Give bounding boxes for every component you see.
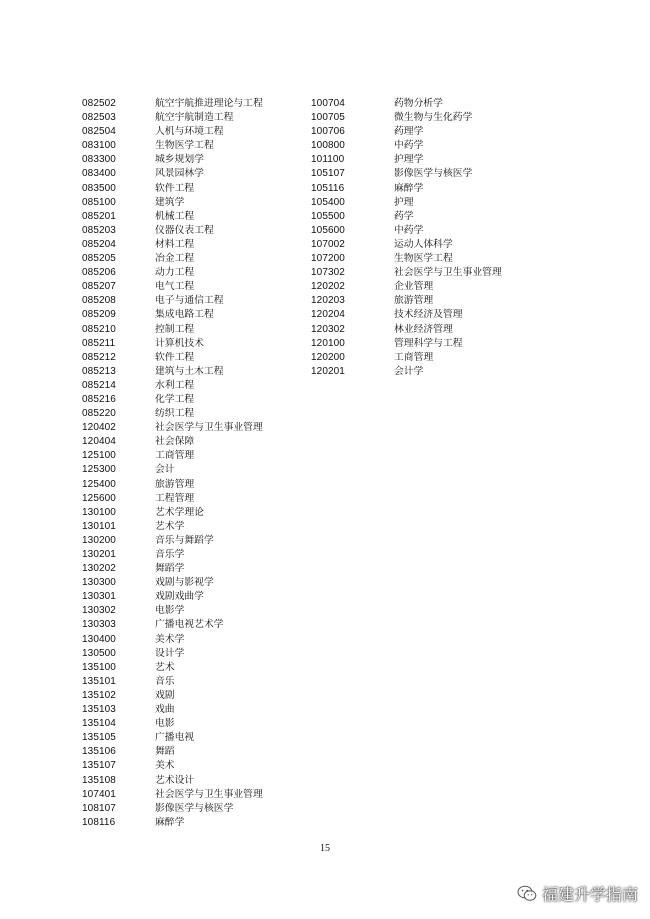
program-code: 130400 bbox=[82, 633, 116, 645]
program-name: 音乐学 bbox=[155, 549, 185, 560]
list-item bbox=[82, 633, 263, 647]
list-item bbox=[82, 294, 263, 308]
program-name: 美术学 bbox=[155, 633, 185, 645]
program-code: 135105 bbox=[82, 732, 116, 744]
list-item bbox=[82, 266, 263, 280]
program-code: 085206 bbox=[82, 267, 116, 279]
list-item bbox=[82, 604, 263, 618]
program-name: 中药学 bbox=[394, 140, 424, 152]
program-code: 120200 bbox=[311, 351, 345, 363]
program-code: 125100 bbox=[82, 450, 116, 462]
program-code: 085210 bbox=[82, 323, 116, 335]
program-code: 130302 bbox=[82, 605, 116, 617]
program-name: 社会医学与卫生事业管理 bbox=[155, 788, 263, 800]
program-code: 135103 bbox=[82, 704, 116, 716]
program-name: 社会保障 bbox=[155, 436, 195, 448]
program-name: 广播电视 bbox=[155, 732, 195, 744]
list-item bbox=[82, 520, 263, 534]
list-item bbox=[82, 210, 263, 224]
list-item bbox=[82, 759, 263, 773]
list-item bbox=[82, 661, 263, 675]
program-name: 戏剧 bbox=[155, 689, 175, 701]
list-item bbox=[82, 125, 263, 139]
list-item bbox=[82, 788, 263, 802]
list-item bbox=[82, 308, 263, 322]
program-code: 135104 bbox=[82, 718, 116, 730]
program-code: 130300 bbox=[82, 577, 116, 589]
list-item bbox=[82, 139, 263, 153]
program-name: 计算机技术 bbox=[155, 337, 204, 349]
program-name: 音乐 bbox=[155, 675, 175, 687]
program-name: 中药学 bbox=[394, 224, 424, 236]
wechat-icon bbox=[517, 885, 537, 902]
list-item bbox=[82, 252, 263, 266]
program-name: 药理学 bbox=[394, 126, 424, 138]
program-code: 085204 bbox=[82, 238, 116, 250]
list-item bbox=[82, 379, 263, 393]
list-item bbox=[311, 351, 502, 365]
program-name: 建筑学 bbox=[155, 196, 185, 208]
program-name: 音乐与舞蹈学 bbox=[155, 534, 214, 546]
list-item bbox=[82, 182, 263, 196]
program-code: 130201 bbox=[82, 549, 116, 560]
program-name: 影像医学与核医学 bbox=[394, 168, 473, 180]
program-name: 麻醉学 bbox=[155, 816, 185, 828]
program-name: 化学工程 bbox=[155, 393, 195, 405]
program-name: 社会医学与卫生事业管理 bbox=[155, 422, 263, 434]
list-item bbox=[311, 238, 502, 252]
program-code: 125400 bbox=[82, 478, 116, 490]
list-item bbox=[82, 323, 263, 337]
program-code: 100706 bbox=[311, 126, 345, 138]
program-code: 125300 bbox=[82, 464, 116, 476]
program-code: 082504 bbox=[82, 126, 116, 138]
program-name: 护理 bbox=[394, 196, 414, 208]
list-item bbox=[82, 196, 263, 210]
program-code: 101100 bbox=[311, 154, 345, 166]
program-name: 戏剧与影视学 bbox=[155, 577, 214, 589]
list-item bbox=[311, 153, 502, 167]
program-code: 105500 bbox=[311, 210, 345, 222]
program-name: 生物医学工程 bbox=[394, 253, 453, 265]
right-column bbox=[311, 97, 502, 379]
program-name: 艺术学理论 bbox=[155, 506, 204, 518]
program-name: 戏曲 bbox=[155, 704, 175, 716]
watermark-text: 福建升学指南 bbox=[541, 885, 638, 904]
program-name: 社会医学与卫生事业管理 bbox=[394, 267, 502, 279]
program-code: 107302 bbox=[311, 267, 345, 279]
program-code: 120302 bbox=[311, 323, 345, 335]
program-code: 120204 bbox=[311, 309, 345, 321]
program-name: 冶金工程 bbox=[155, 253, 195, 265]
program-code: 107200 bbox=[311, 253, 345, 265]
program-code: 120202 bbox=[311, 281, 345, 293]
page-number: 15 bbox=[320, 843, 330, 854]
program-name: 软件工程 bbox=[155, 351, 195, 363]
program-name: 生物医学工程 bbox=[155, 140, 214, 152]
program-code: 085205 bbox=[82, 253, 116, 265]
list-item bbox=[82, 562, 263, 576]
list-item bbox=[311, 196, 502, 210]
list-item bbox=[82, 449, 263, 463]
list-item bbox=[82, 774, 263, 788]
list-item bbox=[82, 590, 263, 604]
program-name: 人机与环境工程 bbox=[155, 126, 224, 138]
list-item bbox=[82, 647, 263, 661]
program-name: 麻醉学 bbox=[394, 182, 424, 194]
left-column bbox=[82, 97, 263, 830]
list-item bbox=[82, 421, 263, 435]
program-code: 083300 bbox=[82, 154, 116, 166]
program-name: 城乡规划学 bbox=[155, 154, 204, 166]
program-name: 仪器仪表工程 bbox=[155, 224, 214, 236]
program-name: 航空宇航推进理论与工程 bbox=[155, 98, 263, 109]
program-name: 工商管理 bbox=[155, 450, 195, 462]
list-item bbox=[311, 266, 502, 280]
program-code: 085203 bbox=[82, 224, 116, 236]
program-code: 107002 bbox=[311, 238, 345, 250]
program-name: 材料工程 bbox=[155, 238, 195, 250]
program-name: 管理科学与工程 bbox=[394, 337, 463, 349]
program-name: 影像医学与核医学 bbox=[155, 802, 234, 814]
list-item bbox=[82, 393, 263, 407]
program-name: 戏剧戏曲学 bbox=[155, 591, 204, 603]
program-code: 083400 bbox=[82, 168, 116, 180]
program-code: 085216 bbox=[82, 393, 116, 405]
list-item bbox=[311, 280, 502, 294]
program-name: 会计 bbox=[155, 464, 175, 476]
program-code: 085212 bbox=[82, 351, 116, 363]
program-code: 130200 bbox=[82, 534, 116, 546]
program-code: 082503 bbox=[82, 112, 116, 124]
list-item bbox=[82, 337, 263, 351]
program-name: 机械工程 bbox=[155, 210, 195, 222]
program-code: 120203 bbox=[311, 295, 345, 307]
list-item bbox=[311, 365, 502, 379]
program-code: 105107 bbox=[311, 168, 345, 180]
list-item bbox=[82, 675, 263, 689]
list-item bbox=[311, 97, 502, 111]
program-name: 艺术学 bbox=[155, 520, 185, 532]
program-code: 108107 bbox=[82, 802, 116, 814]
list-item bbox=[82, 280, 263, 294]
program-code: 105116 bbox=[311, 182, 345, 194]
program-name: 广播电视艺术学 bbox=[155, 619, 224, 631]
program-code: 120100 bbox=[311, 337, 345, 349]
program-code: 130100 bbox=[82, 506, 116, 518]
program-name: 控制工程 bbox=[155, 323, 195, 335]
program-name: 航空宇航制造工程 bbox=[155, 112, 234, 124]
list-item bbox=[82, 463, 263, 477]
program-name: 微生物与生化药学 bbox=[394, 112, 473, 124]
list-item bbox=[82, 111, 263, 125]
program-code: 085100 bbox=[82, 196, 116, 208]
list-item bbox=[82, 97, 263, 111]
program-code: 085220 bbox=[82, 408, 116, 420]
program-name: 技术经济及管理 bbox=[394, 309, 463, 321]
program-code: 135102 bbox=[82, 689, 116, 701]
program-code: 100800 bbox=[311, 140, 345, 152]
list-item bbox=[311, 167, 502, 181]
list-item bbox=[82, 745, 263, 759]
list-item bbox=[311, 224, 502, 238]
program-code: 108116 bbox=[82, 816, 116, 828]
list-item bbox=[82, 618, 263, 632]
list-item bbox=[82, 534, 263, 548]
list-item bbox=[311, 125, 502, 139]
program-name: 电气工程 bbox=[155, 281, 195, 293]
program-code: 105600 bbox=[311, 224, 345, 236]
program-code: 083100 bbox=[82, 140, 116, 152]
program-name: 工商管理 bbox=[394, 351, 434, 363]
program-code: 085213 bbox=[82, 365, 116, 377]
list-item bbox=[311, 210, 502, 224]
list-item bbox=[311, 139, 502, 153]
program-name: 设计学 bbox=[155, 647, 185, 659]
program-code: 105400 bbox=[311, 196, 345, 208]
list-item bbox=[82, 816, 263, 830]
list-item bbox=[82, 506, 263, 520]
program-code: 100705 bbox=[311, 112, 345, 124]
list-item bbox=[311, 323, 502, 337]
program-code: 120404 bbox=[82, 436, 116, 448]
list-item bbox=[82, 153, 263, 167]
list-item bbox=[82, 238, 263, 252]
program-code: 083500 bbox=[82, 182, 116, 194]
program-code: 135108 bbox=[82, 774, 116, 786]
program-code: 130303 bbox=[82, 619, 116, 631]
program-name: 电影学 bbox=[155, 605, 185, 617]
program-name: 电子与通信工程 bbox=[155, 295, 224, 307]
program-name: 建筑与土木工程 bbox=[155, 365, 224, 377]
program-name: 舞蹈学 bbox=[155, 563, 185, 575]
program-code: 120402 bbox=[82, 422, 116, 434]
program-name: 软件工程 bbox=[155, 182, 195, 194]
program-name: 护理学 bbox=[394, 154, 424, 166]
program-name: 水利工程 bbox=[155, 379, 195, 391]
program-code: 135106 bbox=[82, 746, 116, 758]
program-name: 风景园林学 bbox=[155, 168, 204, 180]
program-code: 085208 bbox=[82, 295, 116, 307]
list-item bbox=[82, 731, 263, 745]
list-item bbox=[82, 407, 263, 421]
program-code: 082502 bbox=[82, 98, 116, 109]
list-item bbox=[311, 182, 502, 196]
program-code: 107401 bbox=[82, 788, 116, 800]
list-item bbox=[311, 252, 502, 266]
program-name: 林业经济管理 bbox=[394, 323, 453, 335]
program-code: 130500 bbox=[82, 647, 116, 659]
program-name: 纺织工程 bbox=[155, 408, 195, 420]
program-code: 130301 bbox=[82, 591, 116, 603]
list-item bbox=[82, 435, 263, 449]
program-name: 艺术设计 bbox=[155, 774, 195, 786]
list-item bbox=[82, 548, 263, 562]
program-name: 药学 bbox=[394, 210, 414, 222]
program-name: 企业管理 bbox=[394, 281, 434, 293]
list-item bbox=[311, 111, 502, 125]
program-code: 135101 bbox=[82, 675, 116, 687]
list-item bbox=[82, 703, 263, 717]
list-item bbox=[82, 576, 263, 590]
list-item bbox=[311, 308, 502, 322]
program-name: 旅游管理 bbox=[394, 295, 434, 307]
program-name: 运动人体科学 bbox=[394, 238, 453, 250]
program-name: 美术 bbox=[155, 760, 175, 772]
program-code: 135100 bbox=[82, 661, 116, 673]
program-code: 130202 bbox=[82, 563, 116, 575]
list-item bbox=[82, 365, 263, 379]
list-item bbox=[82, 224, 263, 238]
program-name: 会计学 bbox=[394, 365, 424, 377]
program-name: 旅游管理 bbox=[155, 478, 195, 490]
list-item bbox=[82, 689, 263, 703]
list-item bbox=[311, 294, 502, 308]
program-code: 085211 bbox=[82, 337, 116, 349]
list-item bbox=[82, 717, 263, 731]
list-item bbox=[311, 337, 502, 351]
program-code: 125600 bbox=[82, 492, 116, 504]
list-item bbox=[82, 351, 263, 365]
program-code: 100704 bbox=[311, 98, 345, 109]
program-code: 120201 bbox=[311, 365, 345, 377]
program-name: 艺术 bbox=[155, 661, 175, 673]
program-code: 085209 bbox=[82, 309, 116, 321]
list-item bbox=[82, 478, 263, 492]
program-name: 电影 bbox=[155, 718, 175, 730]
program-name: 舞蹈 bbox=[155, 746, 175, 758]
program-code: 085207 bbox=[82, 281, 116, 293]
watermark bbox=[517, 882, 638, 905]
program-name: 药物分析学 bbox=[394, 98, 443, 109]
program-code: 130101 bbox=[82, 520, 116, 532]
program-name: 集成电路工程 bbox=[155, 309, 214, 321]
program-code: 085214 bbox=[82, 379, 116, 391]
list-item bbox=[82, 167, 263, 181]
program-name: 动力工程 bbox=[155, 267, 195, 279]
list-item bbox=[82, 492, 263, 506]
program-code: 135107 bbox=[82, 760, 116, 772]
program-code: 085201 bbox=[82, 210, 116, 222]
program-name: 工程管理 bbox=[155, 492, 195, 504]
list-item bbox=[82, 802, 263, 816]
